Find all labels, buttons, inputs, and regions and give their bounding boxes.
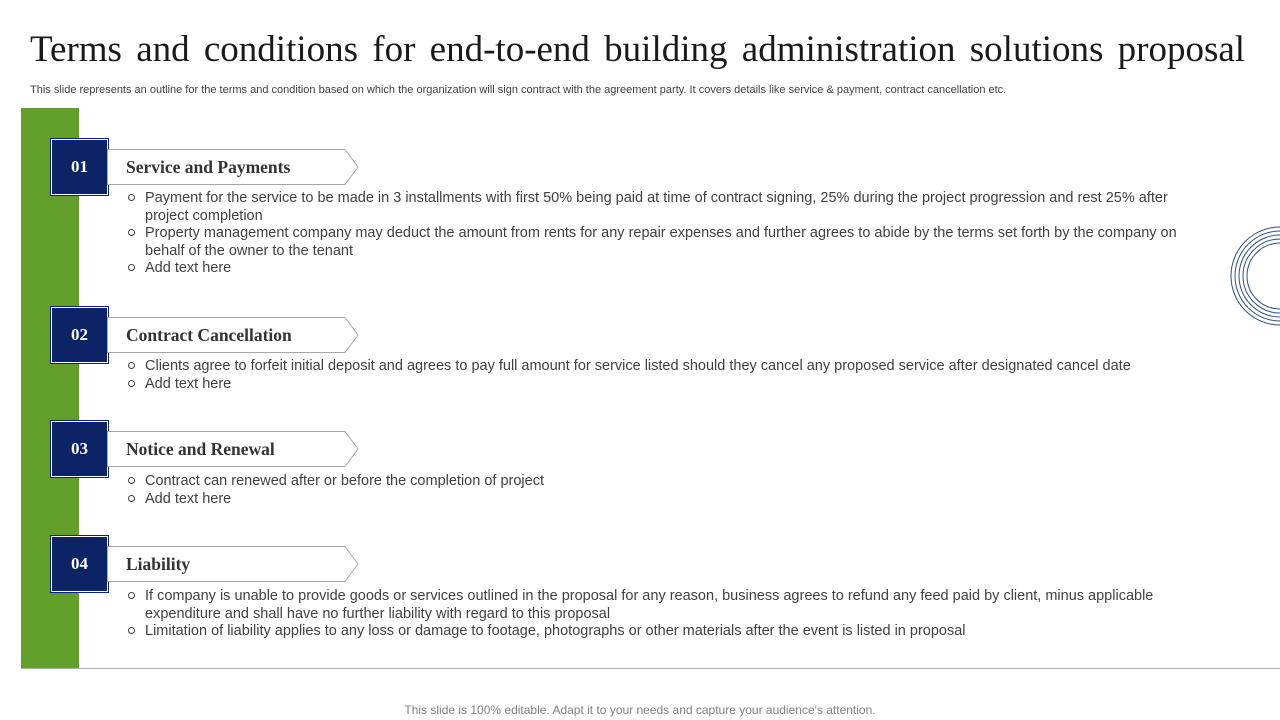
section-heading-tab (107, 317, 359, 353)
bullet-item: Add text here (128, 376, 1193, 394)
slide-subtitle: This slide represents an outline for the terms and condition based on which the organization will sign contract with the agreement party. It covers details like service & payment, contract cancellation etc. (30, 84, 1007, 96)
bullet-item: Limitation of liability applies to any loss or damage to footage, photographs or other materials after the event is listed in proposal (128, 623, 1193, 641)
bullet-item: Clients agree to forfeit initial deposit and agrees to pay full amount for service listed should they cancel any proposed service after designated cancel date (128, 358, 1193, 376)
section-bullet-list (128, 473, 1193, 508)
section-number-badge: 03 (51, 421, 108, 477)
hollow-circle-bullet-icon (128, 194, 135, 201)
bullet-item: Add text here (128, 491, 1193, 509)
section-heading: Contract Cancellation (126, 325, 292, 345)
hollow-circle-bullet-icon (128, 264, 135, 271)
section-heading: Notice and Renewal (126, 439, 275, 459)
section-bullet-list (128, 190, 1193, 278)
bullet-item: Property management company may deduct the amount from rents for any repair expenses and further agrees to abide by the terms set forth by the company on behalf of the owner to the tenant (128, 225, 1193, 260)
section-number-badge: 02 (51, 307, 108, 363)
hollow-circle-bullet-icon (128, 362, 135, 369)
bottom-divider (21, 668, 1280, 669)
bullet-item: If company is unable to provide goods or services outlined in the proposal for any reason, business agrees to refund any feed paid by client, minus applicable expenditure and shall have no further liability with regard to this proposal (128, 588, 1193, 623)
hollow-circle-bullet-icon (128, 477, 135, 484)
section-number-badge: 01 (51, 139, 108, 195)
hollow-circle-bullet-icon (128, 229, 135, 236)
hollow-circle-bullet-icon (128, 495, 135, 502)
hollow-circle-bullet-icon (128, 380, 135, 387)
concentric-arcs-icon (1228, 226, 1280, 326)
bullet-item: Add text here (128, 260, 1193, 278)
section-heading-tab (107, 546, 359, 582)
slide-title: Terms and conditions for end-to-end building administration solutions proposal (30, 29, 1246, 70)
section-bullet-list (128, 588, 1193, 641)
bullet-item: Contract can renewed after or before the completion of project (128, 473, 1193, 491)
section-heading: Service and Payments (126, 157, 291, 177)
hollow-circle-bullet-icon (128, 592, 135, 599)
section-bullet-list (128, 358, 1193, 393)
bullet-item: Payment for the service to be made in 3 installments with first 50% being paid at time of contract signing, 25% during the project progression and rest 25% after project completion (128, 190, 1193, 225)
footer-note: This slide is 100% editable. Adapt it to your needs and capture your audience's attention. (404, 703, 876, 717)
section-heading-tab (107, 149, 359, 185)
section-number-badge: 04 (51, 536, 108, 592)
section-heading: Liability (126, 554, 191, 574)
section-heading-tab (107, 431, 359, 467)
hollow-circle-bullet-icon (128, 627, 135, 634)
